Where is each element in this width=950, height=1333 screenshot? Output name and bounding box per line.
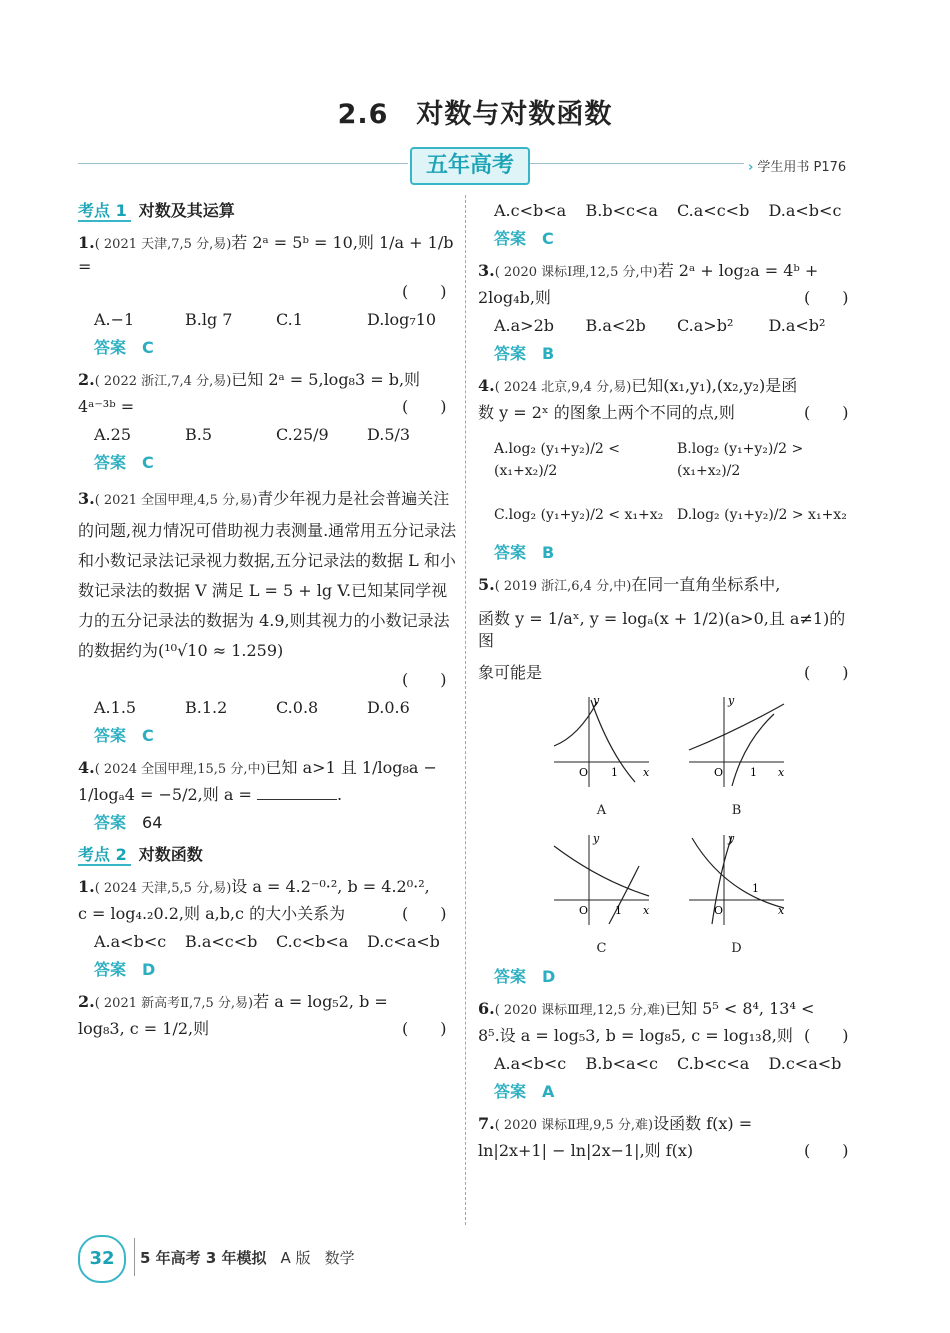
options: A.a>2b B.a<2b C.a>b² D.a<b² bbox=[494, 316, 826, 335]
options: A.log₂ (y₁+y₂)/2 < (x₁+x₂)/2 B.log₂ (y₁+y₂)/2 > (x₁+x₂)/2 bbox=[494, 441, 804, 479]
header-rule-right bbox=[530, 163, 744, 164]
graph-d: O 1 x y D bbox=[684, 830, 789, 960]
answer: 答案 C bbox=[94, 726, 154, 745]
question-6: 2.( 2021 新高考Ⅱ,7,5 分,易)若 a = log₅2, b = log₈3, c = 1/2,则 ( ) bbox=[78, 992, 447, 1038]
graph-b: O 1 x y B bbox=[684, 692, 789, 822]
options: A.c<b<a B.b<c<a C.a<c<b D.a<b<c bbox=[494, 201, 842, 220]
question-1: 1.( 2021 天津,7,5 分,易)若 2ᵃ = 5ᵇ = 10,则 1/a + 1/b = ( ) A.−1 B.lg 7 C.1 D.log₇10 答案 C bbox=[78, 232, 458, 359]
options: A.−1 B.lg 7 C.1 D.log₇10 bbox=[94, 310, 437, 329]
graph-a: O 1 x y A bbox=[549, 692, 654, 822]
svg-text:O: O bbox=[579, 904, 589, 917]
svg-text:y: y bbox=[728, 694, 735, 707]
svg-text:x: x bbox=[643, 904, 650, 917]
svg-text:y: y bbox=[728, 832, 735, 845]
svg-text:y: y bbox=[593, 832, 600, 845]
question-3: 3.( 2021 全国甲理,4,5 分,易)青少年视力是社会普遍关注的问题,视力情况可借助视力表测量.通常用五分记录法和小数记录法记录视力数据,五分记录法的数据 L 和小数记录法的数据 V 满足 L = 5 + lg V.已知某同学视力的五分记录法的数据为 4.9,则其视力的小数记录法的数据约为(¹⁰√10 ≈ 1.259) ( ) A.1.5 B.1.2 C.0.8 D.0.6 答案 C bbox=[78, 489, 457, 745]
svg-text:x: x bbox=[778, 904, 785, 917]
svg-text:y: y bbox=[593, 694, 600, 707]
answer-blank bbox=[257, 799, 337, 800]
svg-text:O: O bbox=[714, 766, 724, 779]
options: A.1.5 B.1.2 C.0.8 D.0.6 bbox=[94, 698, 410, 717]
answer: 答案 B bbox=[494, 344, 555, 363]
footer-text: 5 年高考 3 年模拟 A 版 数学 bbox=[140, 1249, 355, 1267]
answer: 答案 C bbox=[94, 338, 154, 357]
svg-text:1: 1 bbox=[752, 882, 759, 895]
graph-c: O 1 x y C bbox=[549, 830, 654, 960]
page-number: 32 bbox=[78, 1235, 126, 1283]
question-4: 4.( 2024 全国甲理,15,5 分,中)已知 a>1 且 1/log₈a − 1/logₐ4 = −5/2,则 a = . 答案 64 bbox=[78, 757, 458, 834]
question-8: 4.( 2024 北京,9,4 分,易)已知(x₁,y₁),(x₂,y₂)是函 数 y = 2ˣ 的图象上两个不同的点,则 ( ) A.log₂ (y₁+y₂)/2 < (x₁+x₂)/2 B.log₂ (y₁+y₂)/2 > (x₁+x₂)/2 C.log₂ (y₁+y₂)/2 < x₁+x₂ D.log₂ (y₁+y₂)/2 > x₁+x₂ 答案 B bbox=[478, 375, 860, 564]
svg-text:x: x bbox=[778, 766, 785, 779]
svg-text:O: O bbox=[714, 904, 724, 917]
right-column bbox=[478, 196, 860, 1168]
question-5: 1.( 2024 天津,5,5 分,易)设 a = 4.2⁻⁰·², b = 4.2⁰·², c = log₄.₂0.2,则 a,b,c 的大小关系为 ( ) A.a<b<c B.a<c<b C.c<b<a D.c<a<b 答案 D bbox=[78, 876, 458, 981]
chevron-right-icon: › bbox=[748, 160, 754, 175]
answer: 答案 C bbox=[494, 229, 554, 248]
question-7: 3.( 2020 课标Ⅰ理,12,5 分,中)若 2ᵃ + log₂a = 4ᵇ + 2log₄b,则 ( ) A.a>2b B.a<2b C.a>b² D.a<b² 答案 B bbox=[478, 260, 860, 365]
section-heading-2: 考点 2 对数函数 bbox=[78, 845, 203, 864]
header-rule-left bbox=[78, 163, 408, 164]
question-2: 2.( 2022 浙江,7,4 分,易)已知 2ᵃ = 5,log₈3 = b,则 4ᵃ⁻³ᵇ = ( ) A.25 B.5 C.25/9 D.5/3 答案 C bbox=[78, 369, 458, 474]
answer: 答案 D bbox=[94, 960, 156, 979]
footer-divider bbox=[134, 1238, 135, 1276]
answer: 答案 A bbox=[494, 1082, 555, 1101]
answer: 答案 B bbox=[494, 543, 555, 562]
left-column bbox=[78, 196, 458, 1046]
section-banner: 五年高考 bbox=[410, 147, 530, 185]
question-9: 5.( 2019 浙江,6,4 分,中)在同一直角坐标系中, 函数 y = 1/aˣ, y = logₐ(x + 1/2)(a>0,且 a≠1)的图 象可能是 ( ) O 1 x y A O 1 x y B O 1 x y C O 1 x y D 答案 D bbox=[478, 574, 860, 988]
answer: 答案 D bbox=[494, 967, 556, 986]
svg-text:x: x bbox=[643, 766, 650, 779]
svg-text:O: O bbox=[579, 766, 589, 779]
svg-text:1: 1 bbox=[611, 766, 618, 779]
graph-row-2 bbox=[478, 830, 860, 960]
book-reference: › 学生用书 P176 bbox=[748, 160, 847, 175]
svg-text:1: 1 bbox=[615, 904, 622, 917]
question-11: 7.( 2020 课标Ⅱ理,9,5 分,难)设函数 f(x) = ln|2x+1| − ln|2x−1|,则 f(x) ( ) bbox=[478, 1114, 849, 1160]
options: A.a<b<c B.a<c<b C.c<b<a D.c<a<b bbox=[94, 932, 440, 951]
answer: 答案 64 bbox=[94, 813, 163, 832]
answer: 答案 C bbox=[94, 453, 154, 472]
page-title: 2.6 对数与对数函数 bbox=[337, 99, 613, 130]
options: A.25 B.5 C.25/9 D.5/3 bbox=[94, 425, 411, 444]
svg-text:1: 1 bbox=[750, 766, 757, 779]
options: C.log₂ (y₁+y₂)/2 < x₁+x₂ D.log₂ (y₁+y₂)/2 > x₁+x₂ bbox=[494, 507, 847, 523]
question-10: 6.( 2020 课标Ⅲ理,12,5 分,难)已知 5⁵ < 8⁴, 13⁴ < 8⁵.设 a = log₅3, b = log₈5, c = log₁₃8,则 ( ) A.a<b<c B.b<a<c C.b<c<a D.c<a<b 答案 A bbox=[478, 998, 860, 1103]
graph-row-1 bbox=[478, 692, 860, 822]
options: A.a<b<c B.b<a<c C.b<c<a D.c<a<b bbox=[494, 1054, 842, 1073]
column-divider bbox=[465, 195, 466, 1225]
section-heading-1: 考点 1 对数及其运算 bbox=[78, 201, 235, 220]
